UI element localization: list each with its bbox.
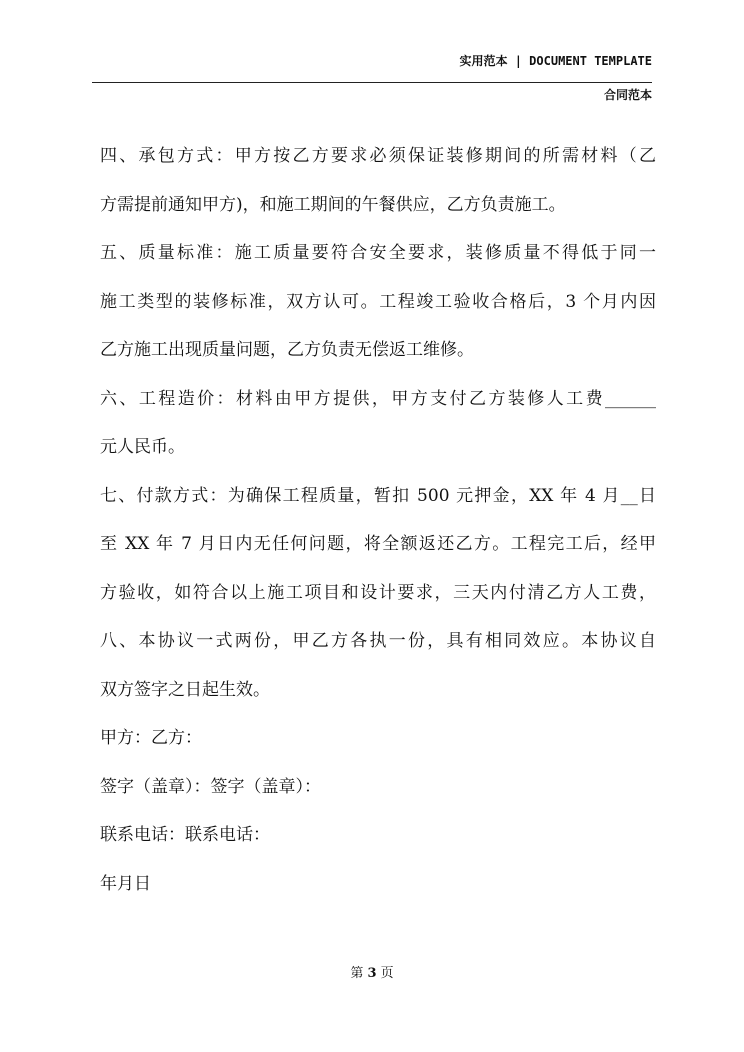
body-line: 联系电话：联系电话： <box>100 825 270 845</box>
body-line: 施工类型的装修标准，双方认可。工程竣工验收合格后，3 个月内因 <box>100 291 656 312</box>
body-line: 五、质量标准：施工质量要符合安全要求，装修质量不得低于同一 <box>100 243 656 263</box>
page-footer <box>0 962 744 981</box>
page-prefix: 第 <box>350 966 364 981</box>
body-line: 八、本协议一式两份，甲乙方各执一份，具有相同效应。本协议自 <box>100 631 656 651</box>
body-line: 签字（盖章）：签字（盖章）： <box>100 776 321 797</box>
body-line: 方需提前通知甲方)，和施工期间的午餐供应，乙方负责施工。 <box>100 194 566 215</box>
body-line: 年月日 <box>100 873 151 894</box>
body-line: 元人民币。 <box>100 437 185 457</box>
body-line: 方验收，如符合以上施工项目和设计要求，三天内付清乙方人工费， <box>100 582 656 603</box>
header-title: 实用范本 | DOCUMENT TEMPLATE <box>459 54 652 68</box>
document-body <box>100 136 656 912</box>
body-line: 至 XX 年 7 月日内无任何问题，将全额返还乙方。工程完工后，经甲 <box>100 534 656 554</box>
body-line: 甲方：乙方： <box>100 728 202 748</box>
header-subtitle: 合同范本 <box>603 88 652 102</box>
body-line: 七、付款方式：为确保工程质量，暂扣 500 元押金，XX 年 4 月__日 <box>100 485 656 506</box>
body-line: 六、工程造价：材料由甲方提供，甲方支付乙方装修人工费______ <box>100 388 656 409</box>
body-line: 双方签字之日起生效。 <box>100 679 270 700</box>
header-divider <box>92 82 652 83</box>
body-line: 四、承包方式：甲方按乙方要求必须保证装修期间的所需材料（乙 <box>100 146 656 166</box>
body-line: 乙方施工出现质量问题，乙方负责无偿返工维修。 <box>100 340 474 360</box>
page-suffix: 页 <box>380 966 394 981</box>
page-number: 3 <box>367 966 377 981</box>
